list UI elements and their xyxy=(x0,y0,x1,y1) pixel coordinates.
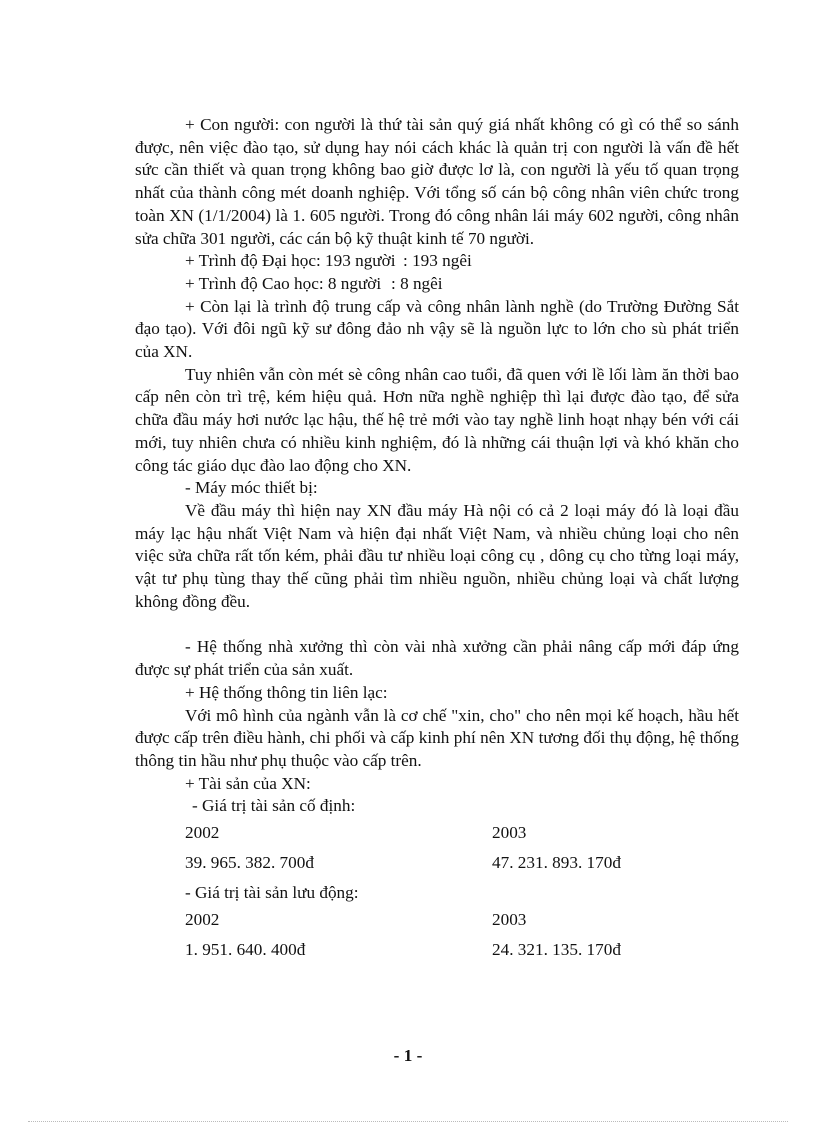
paragraph-older-workers: Tuy nhiên vẫn còn mét sè công nhân cao tuổi, đã quen với lề lối làm ăn thời bao cấp nên còn trì trệ, kém hiệu quả. Hơn nữa nghề nghiệp thì lại được đào tạo, để sửa chữa đầu máy hơi nước lạc hậu, thế hệ trẻ mới vào tay nghề linh hoạt nhạy bén với cái mới, tuy nhiên chưa có nhiều kinh nghiệm, đó là những cái thuận lợi và khó khăn cho công tác giáo dục đào lao động cho XN. xyxy=(135,364,739,475)
current-assets-years-row xyxy=(135,909,739,935)
document-body xyxy=(135,114,739,965)
university-label: + Trình độ Đại học: 193 người xyxy=(185,251,396,271)
postgraduate-label: + Trình độ Cao học: 8 người xyxy=(185,273,382,293)
heading-assets: + Tài sản của XN: xyxy=(185,773,311,793)
current-assets-value-2003: 24. 321. 135. 170đ xyxy=(492,939,621,959)
fixed-assets-value-2002: 39. 965. 382. 700đ xyxy=(185,853,314,873)
paragraph-locomotives: Về đầu máy thì hiện nay XN đầu máy Hà nội có cả 2 loại máy đó là loại đầu máy lạc hậu nhất Việt Nam và hiện đại nhất Việt Nam, và nhiều chủng loại cho nên việc sửa chữa rất tốn kém, phải đầu tư nhiều loại công cụ , dông cụ cho từng loại máy, vật tư phụ tùng thay thế cũng phải tìm nhiều nguồn, nhiều chủng loại và chất lượng không đồng đều. xyxy=(135,500,739,611)
page-bottom-divider xyxy=(28,1121,788,1122)
paragraph-human-resources: + Con người: con người là thứ tài sản quý giá nhất không có gì có thể so sánh được, nên việc đào tạo, sử dụng hay nói cách khác là quản trị con người là vấn đề hết sức cần thiết và quan trọng không bao giờ được lơ là, con người là yếu tố quan trọng nhất của thành công mét doanh nghiệp. Với tổng số cán bộ công nhân viên chức trong toàn XN (1/1/2004) là 1. 605 người. Trong đó công nhân lái máy 602 người, công nhân sửa chữa 301 người, các cán bộ kỹ thuật kinh tế 70 người. xyxy=(135,115,739,248)
paragraph-postgraduate-level xyxy=(135,273,739,296)
current-assets-value-2002: 1. 951. 640. 400đ xyxy=(185,939,306,959)
fixed-assets-year-2002: 2002 xyxy=(185,823,220,843)
paragraph-communication: Với mô hình của ngành vẫn là cơ chế "xin, cho" cho nên mọi kế hoạch, hầu hết được cấp trên điều hành, chi phối và cấp kinh phí nên XN tương đối thụ động, hệ thống thông tin hầu như phụ thuộc vào cấp trên. xyxy=(135,705,739,770)
heading-communication: + Hệ thống thông tin liên lạc: xyxy=(185,682,388,702)
paragraph-remaining-staff: + Còn lại là trình độ trung cấp và công nhân lành nghề (do Trường Đường Sắt đạo tạo). Với đôi ngũ kỹ sư đông đảo nh vậy sẽ là nguồn lực to lớn cho sù phát triển của XN. xyxy=(135,296,739,362)
paragraph-workshops: - Hệ thống nhà xưởng thì còn vài nhà xưởng cần phải nâng cấp mới đáp ứng được sự phát triển của sản xuất. xyxy=(135,637,739,680)
page-number: - 1 - xyxy=(393,1046,423,1065)
heading-current-assets: - Giá trị tài sản lưu động: xyxy=(185,883,359,903)
paragraph-university-level xyxy=(135,250,739,273)
heading-fixed-assets: - Giá trị tài sản cố định: xyxy=(192,796,356,816)
university-value: : 193 ngêi xyxy=(403,251,472,271)
fixed-assets-years-row xyxy=(135,822,739,848)
postgraduate-value: : 8 ngêi xyxy=(391,273,443,293)
current-assets-values-row xyxy=(135,939,739,965)
current-assets-year-2003: 2003 xyxy=(492,909,527,929)
fixed-assets-values-row xyxy=(135,852,739,878)
heading-machinery: - Máy móc thiết bị: xyxy=(185,478,318,498)
fixed-assets-value-2003: 47. 231. 893. 170đ xyxy=(492,853,621,873)
current-assets-year-2002: 2002 xyxy=(185,909,220,929)
spacer xyxy=(135,613,739,636)
fixed-assets-year-2003: 2003 xyxy=(492,823,527,843)
